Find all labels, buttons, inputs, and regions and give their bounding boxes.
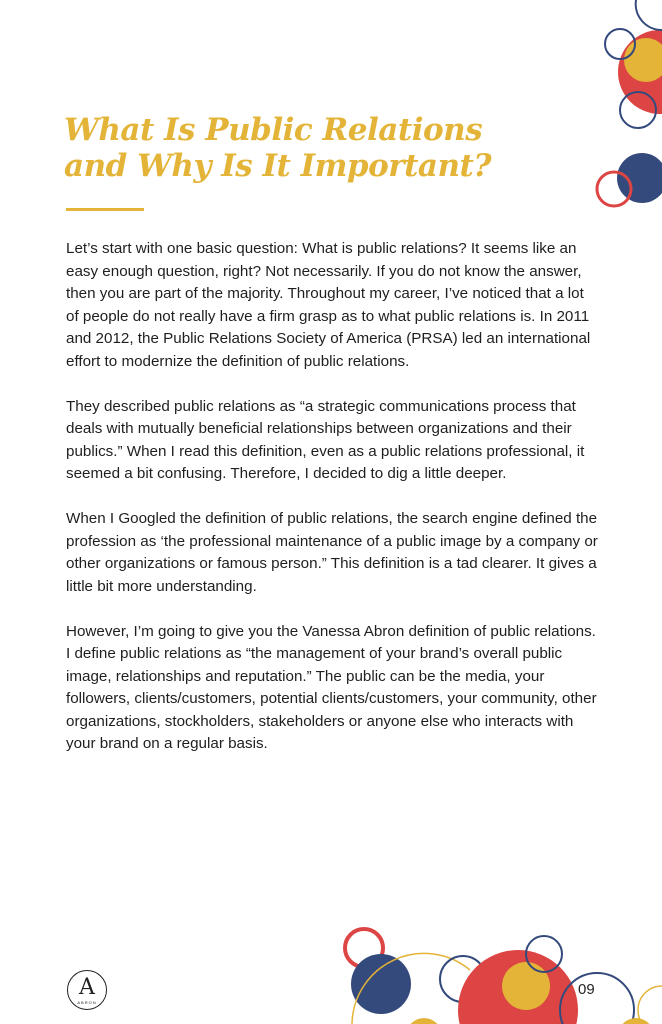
gold-circle	[406, 1018, 442, 1024]
brand-logo	[67, 970, 107, 1010]
red-circle	[458, 950, 578, 1024]
gold-circle	[624, 38, 662, 82]
red-circle	[618, 30, 662, 114]
navy-circle	[617, 153, 662, 203]
logo-letter: A	[79, 975, 95, 1000]
body-text	[66, 238, 600, 778]
navy-circle	[351, 954, 411, 1014]
navy-ring	[620, 92, 656, 128]
navy-ring	[440, 956, 486, 1002]
title-line: and Why Is It Important?	[64, 148, 492, 184]
gold-circle	[618, 1018, 654, 1024]
red-ring	[597, 172, 631, 206]
title-underline	[66, 208, 144, 211]
page-title	[64, 112, 492, 184]
page-number: 09	[578, 981, 595, 998]
navy-ring	[560, 973, 634, 1024]
paragraph: They described public relations as “a strategic communications process that deals with mutually beneficial relationships between organizations and their publics.” When I read this definition, even as a public relations professional, it seemed a bit confusing. Therefore, I decided to dig a little deeper.	[66, 397, 585, 482]
gold-circle	[502, 962, 550, 1010]
paragraph: However, I’m going to give you the Vanessa Abron definition of public relations. I define public relations as “the management of your brand’s overall public image, relationships and reputation.” The public can be the media, your followers, clients/customers, potential clients/customers, your community, other organizations, stockholders, stakeholders or anyone else who interacts with your brand on a regular basis.	[66, 622, 597, 752]
navy-ring	[526, 936, 562, 972]
logo-subtitle: ABRON	[77, 1000, 97, 1005]
paragraph: When I Googled the definition of public relations, the search engine defined the profession as ‘the professional maintenance of a public image by a company or other organizations or famous person.” This definition is a tad clearer. It gives a little bit more understanding.	[66, 510, 598, 595]
paragraph: Let’s start with one basic question: What is public relations? It seems like an easy enough question, right? Not necessarily. If you do not know the answer, then you are part of the majority. Throughout my career, I’ve noticed that a lot of people do not really have a firm grasp as to what public relations is. In 2011 and 2012, the Public Relations Society of America (PRSA) led an international effort to modernize the definition of public relations.	[66, 240, 591, 370]
title-line: What Is Public Relations	[64, 112, 483, 148]
gold-arc	[352, 953, 470, 1024]
red-ring	[345, 929, 383, 967]
gold-ring	[638, 986, 662, 1024]
navy-arc	[636, 0, 662, 30]
navy-ring	[605, 29, 635, 59]
